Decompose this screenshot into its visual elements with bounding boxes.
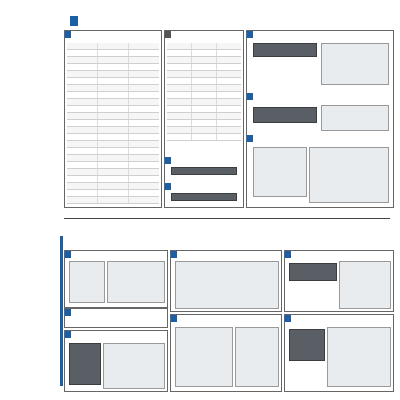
blade-photo [171,167,237,175]
table-row [67,162,159,169]
table-row [167,43,241,50]
table-row [67,120,159,127]
right-block-2 [247,93,393,133]
table-row [167,57,241,64]
middle-lower-title-1 [165,157,171,164]
left-block-title [65,31,71,38]
table-row [167,134,241,141]
product-photo [69,343,101,385]
table-row [67,92,159,99]
table-row [167,85,241,92]
table-row [67,148,159,155]
right-block-1 [247,31,393,91]
table-row [167,99,241,106]
table-row [167,106,241,113]
spec-table [321,105,389,131]
spec-table [175,261,279,309]
bottom-right-title-1 [285,251,291,258]
product-photo [69,261,105,303]
bottom-left-title-3 [65,331,71,338]
table-row [67,99,159,106]
table-row [67,183,159,190]
table-row [67,134,159,141]
table-row [167,64,241,71]
bottom-left-panel-3 [64,330,168,392]
bottom-left-panel-2 [64,308,168,328]
section-marker [60,236,63,386]
product-photo [253,43,317,57]
right-block-3 [247,135,393,207]
bottom-left-title-1 [65,251,71,258]
left-product-block [65,31,161,207]
spec-table [339,261,391,309]
middle-lower-block-2 [165,183,243,207]
table-row [167,92,241,99]
table-row [67,85,159,92]
middle-spec-table [167,43,241,147]
bottom-middle-panel-2 [170,314,282,392]
table-row [167,78,241,85]
product-photo [289,263,337,281]
bottom-middle-title-1 [171,251,177,258]
spec-table [327,327,391,387]
bottom-middle-panel-1 [170,250,282,312]
right-block-3-title [247,135,253,142]
left-product-panel [64,30,162,208]
middle-block-title [165,31,171,38]
spec-table [309,147,389,203]
page-header [70,14,390,28]
table-row [67,176,159,183]
table-row [167,120,241,127]
table-row [67,50,159,57]
header-tag [70,16,78,26]
middle-lower-block-1 [165,157,243,181]
section-2-title [66,240,75,247]
product-photo [289,329,325,361]
table-row [67,57,159,64]
table-row [67,169,159,176]
bottom-right-panel-2 [284,314,394,392]
right-accessory-panel [246,30,394,208]
table-row [67,197,159,204]
table-row [67,64,159,71]
table-row [167,50,241,57]
product-photo [253,147,307,197]
spec-table [321,43,389,85]
table-row [167,113,241,120]
middle-lower-title-2 [165,183,171,190]
product-photo [253,107,317,123]
bottom-left-title-2 [65,309,71,316]
section-divider [64,218,390,219]
table-row [67,113,159,120]
bottom-middle-title-2 [171,315,177,322]
left-spec-table [67,43,159,203]
blade-photo [171,193,237,201]
middle-upper-block [165,31,243,151]
middle-product-panel [164,30,244,208]
product-photo [175,327,233,387]
table-row [67,78,159,85]
table-row [167,127,241,134]
spec-table [103,343,165,389]
table-row [167,71,241,78]
table-row [67,43,159,50]
spec-table [107,261,165,303]
spec-table [235,327,279,387]
bottom-right-panel-1 [284,250,394,312]
bottom-left-panel-1 [64,250,168,308]
table-row [67,106,159,113]
table-row [67,71,159,78]
right-block-1-title [247,31,253,38]
table-row [67,141,159,148]
right-block-2-title [247,93,253,100]
table-row [67,190,159,197]
bottom-right-title-2 [285,315,291,322]
table-row [67,155,159,162]
table-row [67,127,159,134]
